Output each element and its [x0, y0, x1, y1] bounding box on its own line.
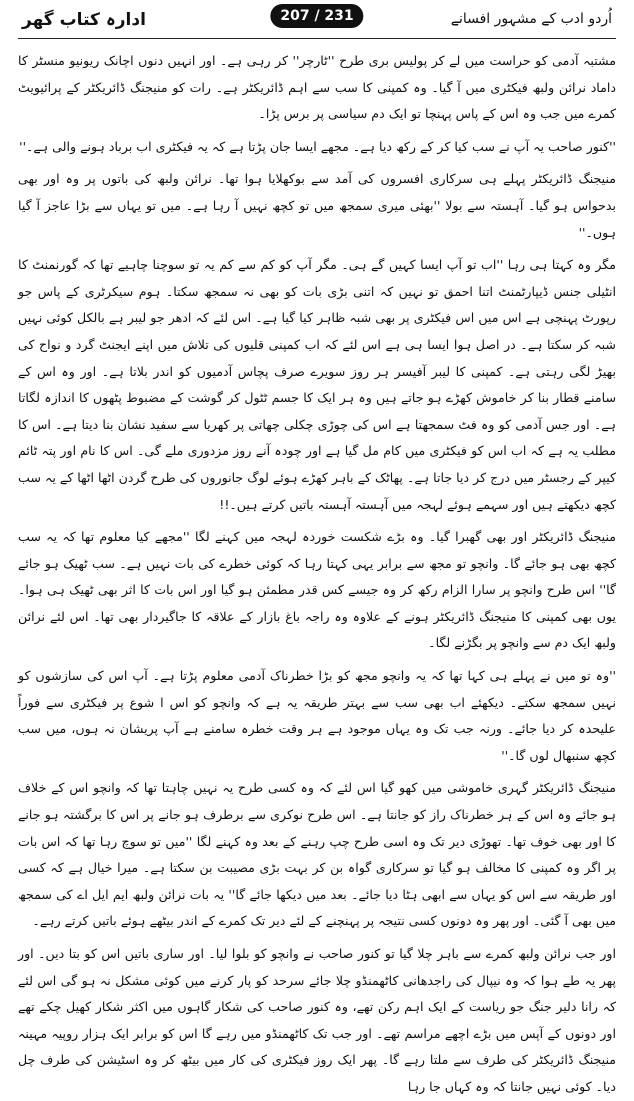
- paragraph: منیجنگ ڈائریکٹر اور بھی گھبرا گیا۔ وہ بڑے شکست خوردہ لہجہ میں کہنے لگا ''مجھے کیا معلوم تھا کہ یہ سب کچھ بھی ہو جائے گا۔ وانچو تو مجھ سے برابر یہی کہتا رہا کہ کوئی خطرے کی بات نہیں ہے۔ سب ٹھیک ہو جائے گا'' اس طرح وانچو پر سارا الزام رکھ کر وہ جیسے کس قدر مطمئن ہو گیا اور اس بات کا اثر بھی ٹھیک ہی ہوا۔ یوں بھی کمپنی کا منیجنگ ڈائریکٹر ہونے کے علاوہ وہ راجہ باغ بازار کے علاقہ کا جاگیردار بھی تھا۔ اس لئے نرائن ولبھ ایک دم سے وانچو پر بگڑنے لگا۔: [18, 529, 616, 651]
- paragraph: منیجنگ ڈائریکٹر پہلے ہی سرکاری افسروں کی آمد سے بوکھلایا ہوا تھا۔ نرائن ولبھ کی باتوں پر وہ اور بھی بدحواس ہو گیا۔ آہستہ سے بولا ''بھئی میری سمجھ میں تو کچھ نہیں آ رہا ہے۔ میں تو یہاں سے بڑا عاجز آ گیا ہوں۔'': [18, 171, 616, 240]
- paragraph: ''وہ تو میں نے پہلے ہی کہا تھا کہ یہ وانچو مجھ کو بڑا خطرناک آدمی معلوم پڑتا ہے۔ آپ اس کی سازشوں کو نہیں سمجھ سکتے۔ دیکھئے اب بھی سب سے بہتر طریقہ یہ ہے کہ وانچو کو اس ا شوع پر فیکٹری سے فوراً علیحدہ کر دیا جائے۔ ورنہ جب تک وہ یہاں موجود ہے ہر وقت خطرہ سامنے ہے آپ پریشان نہ ہوں، میں سب کچھ سنبھال لوں گا۔'': [18, 668, 616, 763]
- paragraph: ''کنور صاحب یہ آپ نے سب کیا کر کے رکھ دیا ہے۔ مجھے ایسا جان پڑتا ہے کہ یہ فیکٹری اب برباد ہونے والی ہے۔'': [19, 138, 616, 154]
- book-title: اُردو ادب کے مشہور افسانے: [450, 11, 612, 27]
- page-body: [18, 48, 616, 1094]
- paragraph: مشتبہ آدمی کو حراست میں لے کر پولیس بری طرح ''ٹارچر'' کر رہی ہے۔ اور انہیں دنوں اچانک ریونیو منسٹر کا داماد نرائن ولبھ فیکٹری میں آ گیا۔ وہ کمپنی کا سب سے اہم ڈائریکٹر ہے۔ رات کو منیجنگ ڈائریکٹر کے پرائیویٹ کمرے میں جب وہ اس کے پاس پہنچا تو ایک دم سیاسی پر برس پڑا۔: [18, 53, 616, 122]
- paragraph: منیجنگ ڈائریکٹر گہری خاموشی میں کھو گیا اس لئے کہ وہ کسی طرح یہ نہیں چاہتا تھا کہ وانچو اس کے خلاف ہو جائے وہ اس کے ہر خطرناک راز کو جانتا ہے۔ اس طرح نوکری سے برطرف ہو جانے پر اس کا برگشتہ ہو جانے کا اور بھی خوف تھا۔ تھوڑی دیر تک وہ اسی طرح چپ رہنے کے بعد وہ کہنے لگا ''میں تو سوچ رہا تھا کہ اس بات پر اگر وہ کمپنی کا مخالف ہو گیا تو سرکاری گواہ بن کر بہت بڑی مصیبت بن سکتا ہے۔ میرا خیال ہے کہ کسی اور طریقہ سے اس کو یہاں سے ابھی ہٹا دیا جائے۔ بعد میں دیکھا جائے گا'' یہ بات نرائن ولبھ ایم ایل اے کی سمجھ میں بھی آ گئی۔ اور پھر وہ دونوں کسی نتیجہ پر پہنچنے کے لئے دیر تک کمرے کے اندر بیٹھے ہوئے باتیں کرتے رہے۔: [18, 780, 616, 929]
- header-divider: [18, 38, 616, 39]
- page-number-badge: 207 / 231: [270, 4, 363, 28]
- paragraph: مگر وہ کہتا ہی رہا ''اب تو آپ ایسا کہیں گے ہی۔ مگر آپ کو کم سے کم یہ تو سوچنا چاہیے تھا کہ گورنمنٹ کا انٹیلی جنس ڈیپارٹمنٹ اتنا احمق تو نہیں کہ اتنی بڑی بات کو بھی نہ سمجھ سکتا۔ ہوم سیکرٹری کے پاس جو رپورٹ پہنچی ہے اس میں اس فیکٹری پر بھی شبہ ظاہر کیا گیا ہے۔ اس لئے کہ ادھر جو لیبر ہے بالکل کوئی نہیں شبہ کر سکتا ہے۔ در اصل ہوا ایسا ہی ہے اس لئے کہ اب کمپنی قلیوں کی تلاش میں اپنے ایجنٹ گرد و نواح کی بھیڑ لگی رہتی ہے۔ کمپنی کا لیبر آفیسر ہر روز سویرے صرف پچاس آدمیوں کو اندر بلاتا ہے۔ اور وہ اس کے سامنے قطار بنا کر خاموش کھڑے ہو جاتے ہیں وہ ہر ایک کا جسم ٹٹول کر گوشت کے مضبوط پٹھوں کا اندازہ لگاتا ہے۔ اور جس آدمی کو وہ فٹ سمجھتا ہے اس کی چوڑی چکلی چھاتی پر کھریا سے سفید نشان بنا دیتا ہے۔ اس کا مطلب یہ ہے کہ اب اس کو فیکٹری میں کام مل گیا ہے اور چودہ آنے روز مزدوری ملے گی۔ اس کا نام اور پتہ ٹائم کیپر کے رجسٹر میں درج کر دیا جاتا ہے۔ پھاٹک کے باہر کھڑے ہوئے لوگ جانوروں کی طرح گردن اٹھا اٹھا کے یہ سب کچھ دیکھتے ہیں اور سہمے ہوئے لہجہ میں آہستہ آہستہ باتیں کرتے ہیں۔!!: [18, 257, 616, 512]
- publisher-name: ادارہ کتاب گھر: [22, 9, 146, 30]
- paragraph: اور جب نرائن ولبھ کمرے سے باہر چلا گیا تو کنور صاحب نے وانچو کو بلوا لیا۔ اور ساری باتیں اس کو بتا دیں۔ اور پھر یہ طے ہوا کہ وہ نیپال کی راجدھانی کاٹھمنڈو چلا جائے سرحد کو پار کرنے میں کوئی مشکل نہ ہو گی اس لئے کہ رانا دلیر جنگ جو ریاست کے ایک اہم رکن تھے، وہ کنور صاحب کی شکار گاہوں میں اکثر شکار کھیل چکے تھے اور دونوں کے آپس میں بڑے اچھے مراسم تھے۔ اور جب تک کاٹھمنڈو میں رہے گا اس کو برابر ایک ہزار روپیہ مہینہ منیجنگ ڈائریکٹر کی طرف سے ملتا رہے گا۔ پھر ایک روز فیکٹری کی کار میں بیٹھ کر وہ اسٹیشن کی طرف چل دیا۔ کوئی نہیں جانتا کہ وہ کہاں جا رہا: [18, 946, 616, 1094]
